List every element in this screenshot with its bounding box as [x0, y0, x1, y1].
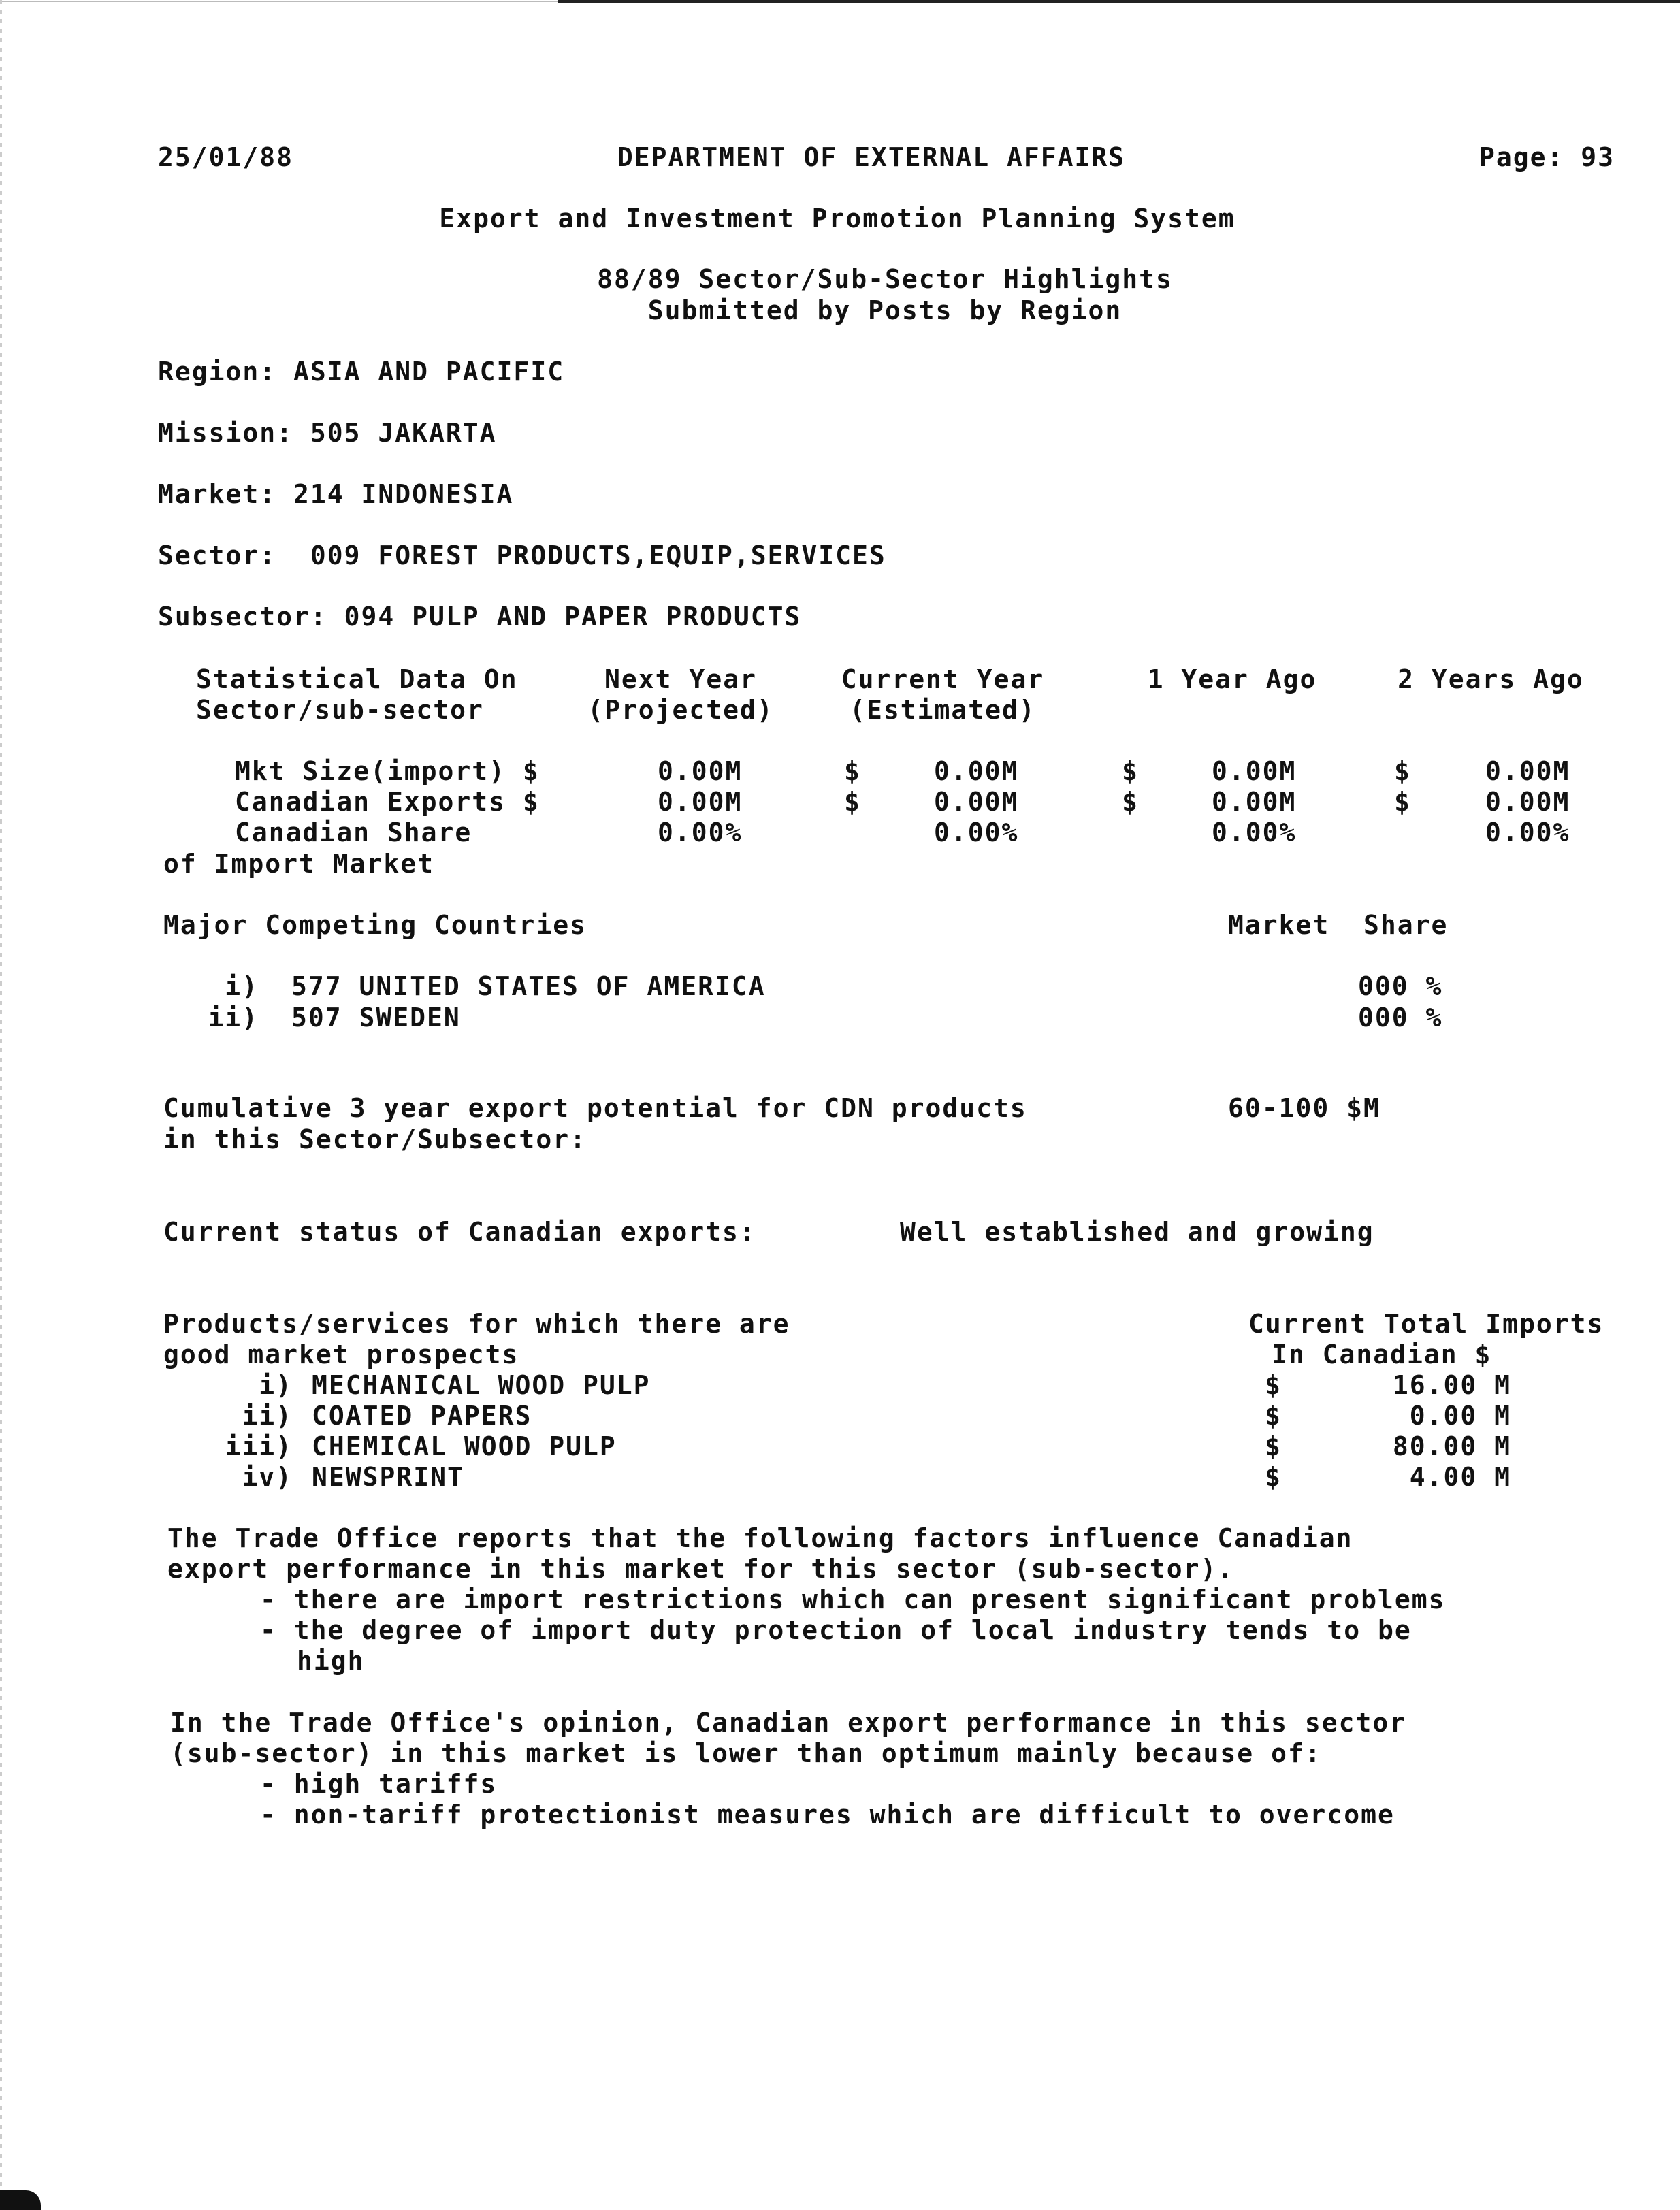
export-status-value: Well established and growing [900, 1217, 1374, 1247]
col-current-year-sub: (Estimated) [850, 695, 1036, 725]
product-import-value: 80.00 M [1392, 1431, 1511, 1461]
stats-value: 0.00M [934, 787, 1019, 817]
product-name: COATED PAPERS [312, 1401, 532, 1431]
stats-row-label: Canadian Share [235, 817, 472, 847]
report-subtitle: Submitted by Posts by Region [647, 295, 1122, 325]
scan-edge-line [0, 1, 558, 2]
products-heading-2: good market prospects [163, 1339, 519, 1369]
currency-symbol: $ [1394, 756, 1411, 786]
factors-intro-2: export performance in this market for this sector (sub-sector). [167, 1554, 1235, 1584]
product-name: NEWSPRINT [312, 1462, 464, 1492]
col-1-year-ago: 1 Year Ago [1147, 664, 1317, 694]
stats-value: 0.00M [1212, 756, 1297, 786]
product-import-value: 4.00 M [1409, 1462, 1511, 1492]
currency-symbol: $ [1394, 787, 1411, 817]
subsector-field: Subsector: 094 PULP AND PAPER PRODUCTS [158, 602, 802, 632]
imports-col-heading-2: In Canadian $ [1272, 1339, 1492, 1369]
stats-value: 0.00M [1485, 756, 1570, 786]
imports-col-heading: Current Total Imports [1248, 1309, 1604, 1339]
stats-value: 0.00M [1485, 787, 1570, 817]
currency-symbol: $ [1265, 1370, 1282, 1400]
col-current-year: Current Year [841, 664, 1045, 694]
export-status-label: Current status of Canadian exports: [163, 1217, 756, 1247]
page-top-rule [558, 0, 1680, 3]
factor-bullet-continuation: high [297, 1646, 365, 1676]
factor-bullet: - the degree of import duty protection of local industry tends to be [260, 1615, 1412, 1645]
product-import-value: 16.00 M [1392, 1370, 1511, 1400]
col-next-year: Next Year [604, 664, 757, 694]
scan-corner-mark [0, 2190, 41, 2210]
list-item-number: i) [259, 1370, 293, 1400]
currency-symbol: $ [1265, 1462, 1282, 1492]
col-next-year-sub: (Projected) [587, 695, 774, 725]
product-name: CHEMICAL WOOD PULP [312, 1431, 617, 1461]
region-field: Region: ASIA AND PACIFIC [158, 357, 565, 387]
product-import-value: 0.00 M [1409, 1401, 1511, 1431]
competitor-name: 507 SWEDEN [291, 1003, 461, 1033]
currency-symbol: $ [1265, 1431, 1282, 1461]
list-item-number: iv) [242, 1462, 293, 1492]
page-number: Page: 93 [1479, 142, 1615, 172]
currency-symbol: $ [844, 787, 861, 817]
stats-value: 0.00% [1485, 817, 1570, 847]
stats-header-label-2: Sector/sub-sector [196, 695, 484, 725]
export-potential-label-2: in this Sector/Subsector: [163, 1124, 587, 1154]
list-item-number: ii) [208, 1003, 259, 1033]
stats-value: 0.00% [934, 817, 1019, 847]
stats-value: 0.00M [658, 756, 743, 786]
market-field: Market: 214 INDONESIA [158, 479, 514, 509]
col-2-years-ago: 2 Years Ago [1398, 664, 1584, 694]
opinion-bullet: - high tariffs [260, 1769, 498, 1799]
currency-symbol: $ [1122, 787, 1139, 817]
opinion-intro-2: (sub-sector) in this market is lower than optimum mainly because of: [170, 1738, 1322, 1768]
system-title: Export and Investment Promotion Planning System [439, 204, 1235, 233]
currency-symbol: $ [844, 756, 861, 786]
stats-value: 0.00M [1212, 787, 1297, 817]
export-potential-label: Cumulative 3 year export potential for CDN products [163, 1093, 1027, 1123]
list-item-number: i) [225, 971, 259, 1001]
product-name: MECHANICAL WOOD PULP [312, 1370, 651, 1400]
currency-symbol: $ [1265, 1401, 1282, 1431]
stats-value: 0.00M [658, 787, 743, 817]
list-item-number: iii) [225, 1431, 293, 1461]
competitor-name: 577 UNITED STATES OF AMERICA [291, 971, 766, 1001]
competitor-share: 000 % [1358, 1003, 1443, 1033]
stats-header-label: Statistical Data On [196, 664, 518, 694]
mission-field: Mission: 505 JAKARTA [158, 418, 497, 448]
opinion-intro: In the Trade Office's opinion, Canadian export performance in this sector [170, 1708, 1407, 1738]
stats-row-label: Mkt Size(import) $ [235, 756, 540, 786]
opinion-bullet: - non-tariff protectionist measures which are difficult to overcome [260, 1800, 1395, 1830]
stats-row-label: Canadian Exports $ [235, 787, 540, 817]
products-heading: Products/services for which there are [163, 1309, 790, 1339]
import-market-label: of Import Market [163, 849, 435, 879]
factors-intro: The Trade Office reports that the following factors influence Canadian [167, 1523, 1353, 1553]
factor-bullet: - there are import restrictions which can present significant problems [260, 1585, 1446, 1614]
list-item-number: ii) [242, 1401, 293, 1431]
report-date: 25/01/88 [158, 142, 294, 172]
stats-value: 0.00% [1212, 817, 1297, 847]
sector-field: Sector: 009 FOREST PRODUCTS,EQUIP,SERVICES [158, 540, 886, 570]
stats-value: 0.00% [658, 817, 743, 847]
scan-left-edge [0, 0, 2, 2210]
stats-value: 0.00M [934, 756, 1019, 786]
competitor-share: 000 % [1358, 971, 1443, 1001]
report-title: 88/89 Sector/Sub-Sector Highlights [597, 264, 1173, 294]
market-share-heading: Market Share [1228, 910, 1449, 940]
competitors-heading: Major Competing Countries [163, 910, 587, 940]
currency-symbol: $ [1122, 756, 1139, 786]
export-potential-value: 60-100 $M [1228, 1093, 1380, 1123]
department-name: DEPARTMENT OF EXTERNAL AFFAIRS [617, 142, 1126, 172]
